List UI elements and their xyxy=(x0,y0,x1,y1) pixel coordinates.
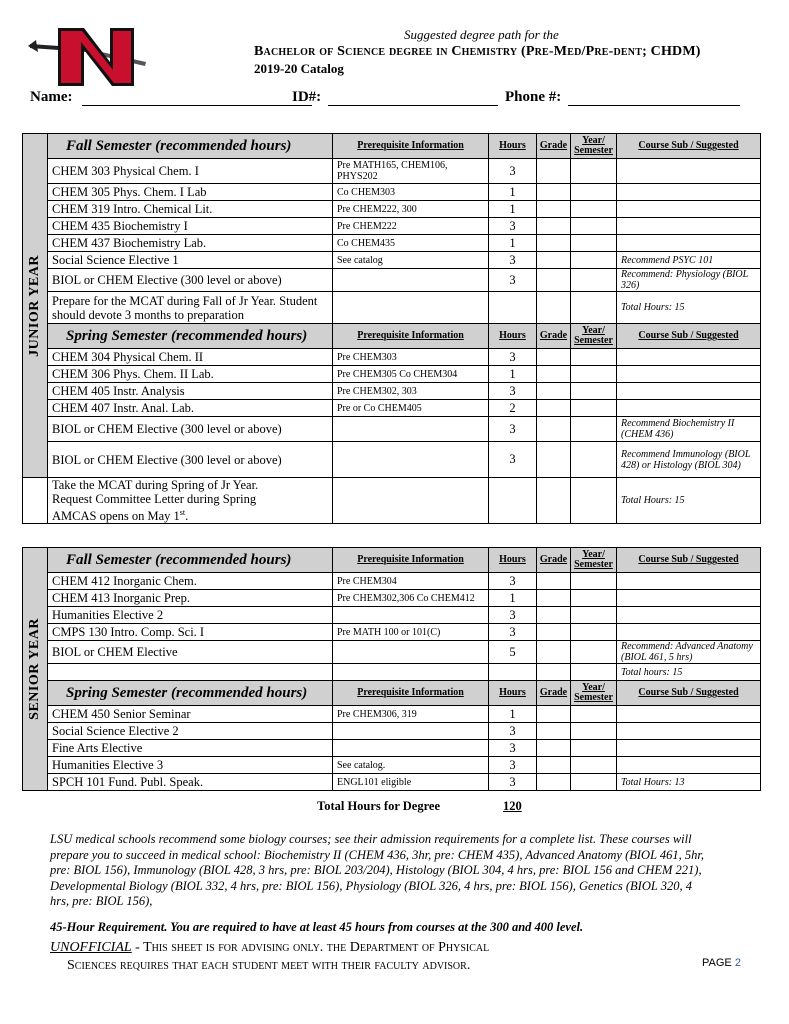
prereq-info: Pre CHEM302, 303 xyxy=(333,383,489,400)
col-prereq-header: Prerequisite Information xyxy=(333,324,489,349)
course-row xyxy=(23,757,761,774)
course-suggestion: Total hours: 15 xyxy=(617,664,761,681)
course-hours: 3 xyxy=(489,607,537,624)
course-row xyxy=(23,292,761,324)
course-row xyxy=(23,774,761,791)
course-name: CHEM 450 Senior Seminar xyxy=(48,706,333,723)
prereq-info: Pre MATH 100 or 101(C) xyxy=(333,624,489,641)
col-year-semester-header: Year/ Semester xyxy=(571,134,617,159)
course-name: BIOL or CHEM Elective xyxy=(48,641,333,664)
year-semester-cell xyxy=(571,159,617,184)
prereq-info xyxy=(333,607,489,624)
col-grade-header: Grade xyxy=(537,681,571,706)
course-row xyxy=(23,740,761,757)
semester-header-row xyxy=(23,134,761,159)
course-suggestion: Total Hours: 15 xyxy=(617,478,761,524)
semester-header-row xyxy=(23,324,761,349)
course-suggestion xyxy=(617,366,761,383)
col-hours-header: Hours xyxy=(489,134,537,159)
grade-cell xyxy=(537,349,571,366)
spring-semester-title: Spring Semester (recommended hours) xyxy=(48,324,333,349)
course-hours: 3 xyxy=(489,252,537,269)
course-suggestion: Recommend: Physiology (BIOL 326) xyxy=(617,269,761,292)
mcat-row xyxy=(23,478,761,524)
course-suggestion xyxy=(617,349,761,366)
course-name: CHEM 407 Instr. Anal. Lab. xyxy=(48,400,333,417)
course-suggestion xyxy=(617,757,761,774)
course-suggestion: Recommend: Advanced Anatomy (BIOL 461, 5 hrs) xyxy=(617,641,761,664)
hour-requirement: 45-Hour Requirement. You are required to have at least 45 hours from courses at the 300 and 400 level. xyxy=(50,920,584,934)
course-suggestion xyxy=(617,590,761,607)
year-semester-cell xyxy=(571,349,617,366)
course-name: BIOL or CHEM Elective (300 level or above) xyxy=(48,269,333,292)
prereq-info: Co CHEM435 xyxy=(333,235,489,252)
prereq-info: Pre CHEM302,306 Co CHEM412 xyxy=(333,590,489,607)
course-suggestion xyxy=(617,235,761,252)
phone-field[interactable] xyxy=(568,89,740,106)
course-name: BIOL or CHEM Elective (300 level or above) xyxy=(48,442,333,478)
year-semester-cell xyxy=(571,269,617,292)
unofficial-disclaimer xyxy=(50,939,489,975)
course-suggestion xyxy=(617,201,761,218)
col-year-semester-header: Year/ Semester xyxy=(571,681,617,706)
total-hours-value: 120 xyxy=(503,799,522,813)
total-hours-label: Total Hours for Degree xyxy=(317,799,441,813)
spring-semester-title: Spring Semester (recommended hours) xyxy=(48,681,333,706)
prereq-info: Pre CHEM306, 319 xyxy=(333,706,489,723)
grade-cell xyxy=(537,383,571,400)
course-name: Humanities Elective 2 xyxy=(48,607,333,624)
course-row xyxy=(23,400,761,417)
junior-year-table xyxy=(22,133,761,524)
course-hours xyxy=(489,292,537,324)
year-semester-cell xyxy=(571,235,617,252)
prereq-info xyxy=(333,664,489,681)
col-year-semester-header: Year/ Semester xyxy=(571,324,617,349)
unofficial-label: UNOFFICIAL xyxy=(50,940,132,955)
course-suggestion: Recommend Biochemistry II (CHEM 436) xyxy=(617,417,761,442)
id-label: ID#: xyxy=(292,89,322,105)
course-name: CHEM 304 Physical Chem. II xyxy=(48,349,333,366)
grade-cell xyxy=(537,366,571,383)
course-hours: 3 xyxy=(489,159,537,184)
degree-title: Bachelor of Science degree in Chemistry (Pre-Med/Pre-dent; CHDM) xyxy=(254,44,701,59)
col-prereq-header: Prerequisite Information xyxy=(333,134,489,159)
course-row xyxy=(23,590,761,607)
course-hours: 3 xyxy=(489,349,537,366)
course-row xyxy=(23,252,761,269)
col-grade-header: Grade xyxy=(537,548,571,573)
course-suggestion: Total Hours: 13 xyxy=(617,774,761,791)
university-logo xyxy=(28,22,156,90)
course-row xyxy=(23,624,761,641)
year-semester-cell xyxy=(571,641,617,664)
year-semester-cell xyxy=(571,400,617,417)
prereq-info: See catalog xyxy=(333,252,489,269)
col-sub-header: Course Sub / Suggested xyxy=(617,548,761,573)
course-hours: 3 xyxy=(489,417,537,442)
course-name: CHEM 437 Biochemistry Lab. xyxy=(48,235,333,252)
course-hours: 2 xyxy=(489,400,537,417)
page-label: PAGE xyxy=(702,957,732,969)
fall-semester-title: Fall Semester (recommended hours) xyxy=(48,134,333,159)
grade-cell xyxy=(537,590,571,607)
phone-label: Phone #: xyxy=(505,89,562,105)
course-row xyxy=(23,218,761,235)
grade-cell xyxy=(537,624,571,641)
course-name: Social Science Elective 2 xyxy=(48,723,333,740)
course-hours: 1 xyxy=(489,706,537,723)
grade-cell xyxy=(537,607,571,624)
prereq-info: Pre CHEM305 Co CHEM304 xyxy=(333,366,489,383)
grade-cell xyxy=(537,159,571,184)
senior-year xyxy=(23,548,48,791)
prereq-info xyxy=(333,723,489,740)
mcat-instructions: Take the MCAT during Spring of Jr Year. Request Committee Letter during Spring AMCAS opens on May 1st. xyxy=(48,478,333,524)
course-name: CHEM 319 Intro. Chemical Lit. xyxy=(48,201,333,218)
course-suggestion xyxy=(617,607,761,624)
mcat-spacer xyxy=(23,478,48,524)
course-name: Humanities Elective 3 xyxy=(48,757,333,774)
year-semester-cell xyxy=(571,723,617,740)
course-hours: 1 xyxy=(489,235,537,252)
col-prereq-header: Prerequisite Information xyxy=(333,548,489,573)
junior-year-label: JUNIOR YEAR xyxy=(27,254,42,357)
year-semester-cell xyxy=(571,590,617,607)
course-name: Prepare for the MCAT during Fall of Jr Year. Student should devote 3 months to preparation xyxy=(48,292,333,324)
course-hours: 1 xyxy=(489,184,537,201)
grade-cell xyxy=(537,706,571,723)
course-suggestion xyxy=(617,723,761,740)
course-row xyxy=(23,706,761,723)
grade-cell xyxy=(537,292,571,324)
course-hours: 3 xyxy=(489,757,537,774)
course-row xyxy=(23,641,761,664)
course-hours: 1 xyxy=(489,201,537,218)
prereq-info xyxy=(333,478,489,524)
course-row xyxy=(23,607,761,624)
course-name: Social Science Elective 1 xyxy=(48,252,333,269)
name-label: Name: xyxy=(30,89,73,105)
prereq-info: Co CHEM303 xyxy=(333,184,489,201)
year-semester-cell xyxy=(571,607,617,624)
course-row xyxy=(23,235,761,252)
course-hours: 3 xyxy=(489,218,537,235)
course-row xyxy=(23,417,761,442)
course-row xyxy=(23,269,761,292)
course-hours: 3 xyxy=(489,442,537,478)
grade-cell xyxy=(537,218,571,235)
course-suggestion xyxy=(617,383,761,400)
prereq-info xyxy=(333,292,489,324)
grade-cell xyxy=(537,400,571,417)
course-hours: 3 xyxy=(489,573,537,590)
catalog-year: 2019-20 Catalog xyxy=(254,61,344,76)
disclaimer-line1: - This sheet is for advising only. the Department of Physical xyxy=(131,940,490,955)
year-semester-cell xyxy=(571,218,617,235)
course-hours: 3 xyxy=(489,383,537,400)
course-hours: 3 xyxy=(489,269,537,292)
year-semester-cell xyxy=(571,573,617,590)
semester-header-row xyxy=(23,548,761,573)
course-hours: 1 xyxy=(489,366,537,383)
name-field[interactable] xyxy=(82,89,312,106)
course-suggestion: Total Hours: 15 xyxy=(617,292,761,324)
col-sub-header: Course Sub / Suggested xyxy=(617,681,761,706)
course-name: CMPS 130 Intro. Comp. Sci. I xyxy=(48,624,333,641)
prereq-info xyxy=(333,740,489,757)
course-hours: 3 xyxy=(489,774,537,791)
year-semester-cell xyxy=(571,442,617,478)
prereq-info xyxy=(333,442,489,478)
prereq-info: Pre CHEM304 xyxy=(333,573,489,590)
year-semester-cell xyxy=(571,664,617,681)
year-semester-cell xyxy=(571,706,617,723)
grade-cell xyxy=(537,417,571,442)
year-semester-cell xyxy=(571,740,617,757)
senior-year-table xyxy=(22,547,761,791)
prereq-info xyxy=(333,269,489,292)
course-row xyxy=(23,383,761,400)
course-suggestion xyxy=(617,624,761,641)
prereq-info: Pre CHEM303 xyxy=(333,349,489,366)
grade-cell xyxy=(537,442,571,478)
prereq-info xyxy=(333,641,489,664)
course-hours xyxy=(489,478,537,524)
col-hours-header: Hours xyxy=(489,324,537,349)
course-hours: 1 xyxy=(489,590,537,607)
course-row xyxy=(23,349,761,366)
year-semester-cell xyxy=(571,383,617,400)
grade-cell xyxy=(537,252,571,269)
course-hours xyxy=(489,664,537,681)
col-sub-header: Course Sub / Suggested xyxy=(617,324,761,349)
course-name: BIOL or CHEM Elective (300 level or above) xyxy=(48,417,333,442)
grade-cell xyxy=(537,184,571,201)
subtitle: Suggested degree path for the xyxy=(404,27,559,42)
course-row xyxy=(23,201,761,218)
grade-cell xyxy=(537,757,571,774)
course-name: CHEM 435 Biochemistry I xyxy=(48,218,333,235)
year-semester-cell xyxy=(571,417,617,442)
year-semester-cell xyxy=(571,624,617,641)
page-number xyxy=(702,957,741,969)
year-semester-cell xyxy=(571,252,617,269)
year-semester-cell xyxy=(571,478,617,524)
page-num: 2 xyxy=(734,957,741,969)
course-suggestion: Recommend Immunology (BIOL 428) or Histology (BIOL 304) xyxy=(617,442,761,478)
col-grade-header: Grade xyxy=(537,134,571,159)
semester-header-row xyxy=(23,681,761,706)
grade-cell xyxy=(537,478,571,524)
grade-cell xyxy=(537,723,571,740)
course-hours: 3 xyxy=(489,740,537,757)
year-semester-cell xyxy=(571,366,617,383)
course-name: Fine Arts Elective xyxy=(48,740,333,757)
course-row xyxy=(23,366,761,383)
course-hours: 3 xyxy=(489,723,537,740)
col-prereq-header: Prerequisite Information xyxy=(333,681,489,706)
course-name: CHEM 306 Phys. Chem. II Lab. xyxy=(48,366,333,383)
grade-cell xyxy=(537,774,571,791)
course-row xyxy=(23,184,761,201)
course-hours: 3 xyxy=(489,624,537,641)
course-hours: 5 xyxy=(489,641,537,664)
grade-cell xyxy=(537,664,571,681)
course-name: CHEM 412 Inorganic Chem. xyxy=(48,573,333,590)
prereq-info: Pre CHEM222 xyxy=(333,218,489,235)
senior-year-label: SENIOR YEAR xyxy=(27,618,42,720)
course-name: CHEM 305 Phys. Chem. I Lab xyxy=(48,184,333,201)
prereq-info: Pre MATH165, CHEM106, PHYS202 xyxy=(333,159,489,184)
course-row xyxy=(23,159,761,184)
id-field[interactable] xyxy=(328,89,498,106)
prereq-info: Pre or Co CHEM405 xyxy=(333,400,489,417)
course-suggestion xyxy=(617,184,761,201)
year-semester-cell xyxy=(571,292,617,324)
grade-cell xyxy=(537,573,571,590)
prereq-info: Pre CHEM222, 300 xyxy=(333,201,489,218)
prereq-info xyxy=(333,417,489,442)
course-row xyxy=(23,664,761,681)
col-hours-header: Hours xyxy=(489,681,537,706)
course-row xyxy=(23,573,761,590)
course-suggestion xyxy=(617,573,761,590)
grade-cell xyxy=(537,235,571,252)
year-semester-cell xyxy=(571,201,617,218)
course-row xyxy=(23,442,761,478)
course-suggestion xyxy=(617,400,761,417)
prereq-info: ENGL101 eligible xyxy=(333,774,489,791)
junior-year xyxy=(23,134,48,478)
course-name: CHEM 405 Instr. Analysis xyxy=(48,383,333,400)
course-name xyxy=(48,664,333,681)
course-suggestion xyxy=(617,218,761,235)
year-semester-cell xyxy=(571,184,617,201)
col-grade-header: Grade xyxy=(537,324,571,349)
biology-recommendation-notes: LSU medical schools recommend some biology courses; see their admission requirements for a complete list. These courses will prepare you to succeed in medical school: Biochemistry II (CHEM 436, 3hr, pre: CHEM 435), Advanced Anatomy (BIOL 461, 5hr, pre: BIOL 156), Immunology (BIOL 428, 3 hrs, pre: BIOL 203/204), Histology (BIOL 304, 4 hrs, pre: BIOL 156 and CHEM 221), Developmental Biology (BIOL 332, 4 hrs, pre: BIOL 156), Physiology (BIOL 326, 4 hrs, pre: BIOL 156), Genetics (BIOL 320, 4 hrs, pre: BIOL 156), xyxy=(50,832,705,908)
course-suggestion xyxy=(617,159,761,184)
grade-cell xyxy=(537,641,571,664)
disclaimer-line2: Sciences requires that each student meet with their faculty advisor. xyxy=(67,958,471,973)
col-sub-header: Course Sub / Suggested xyxy=(617,134,761,159)
year-semester-cell xyxy=(571,757,617,774)
grade-cell xyxy=(537,740,571,757)
course-row xyxy=(23,723,761,740)
course-name: CHEM 413 Inorganic Prep. xyxy=(48,590,333,607)
prereq-info: See catalog. xyxy=(333,757,489,774)
year-semester-cell xyxy=(571,774,617,791)
col-year-semester-header: Year/ Semester xyxy=(571,548,617,573)
course-suggestion: Recommend PSYC 101 xyxy=(617,252,761,269)
grade-cell xyxy=(537,201,571,218)
course-name: CHEM 303 Physical Chem. I xyxy=(48,159,333,184)
fall-semester-title: Fall Semester (recommended hours) xyxy=(48,548,333,573)
course-suggestion xyxy=(617,740,761,757)
course-name: SPCH 101 Fund. Publ. Speak. xyxy=(48,774,333,791)
grade-cell xyxy=(537,269,571,292)
col-hours-header: Hours xyxy=(489,548,537,573)
course-suggestion xyxy=(617,706,761,723)
